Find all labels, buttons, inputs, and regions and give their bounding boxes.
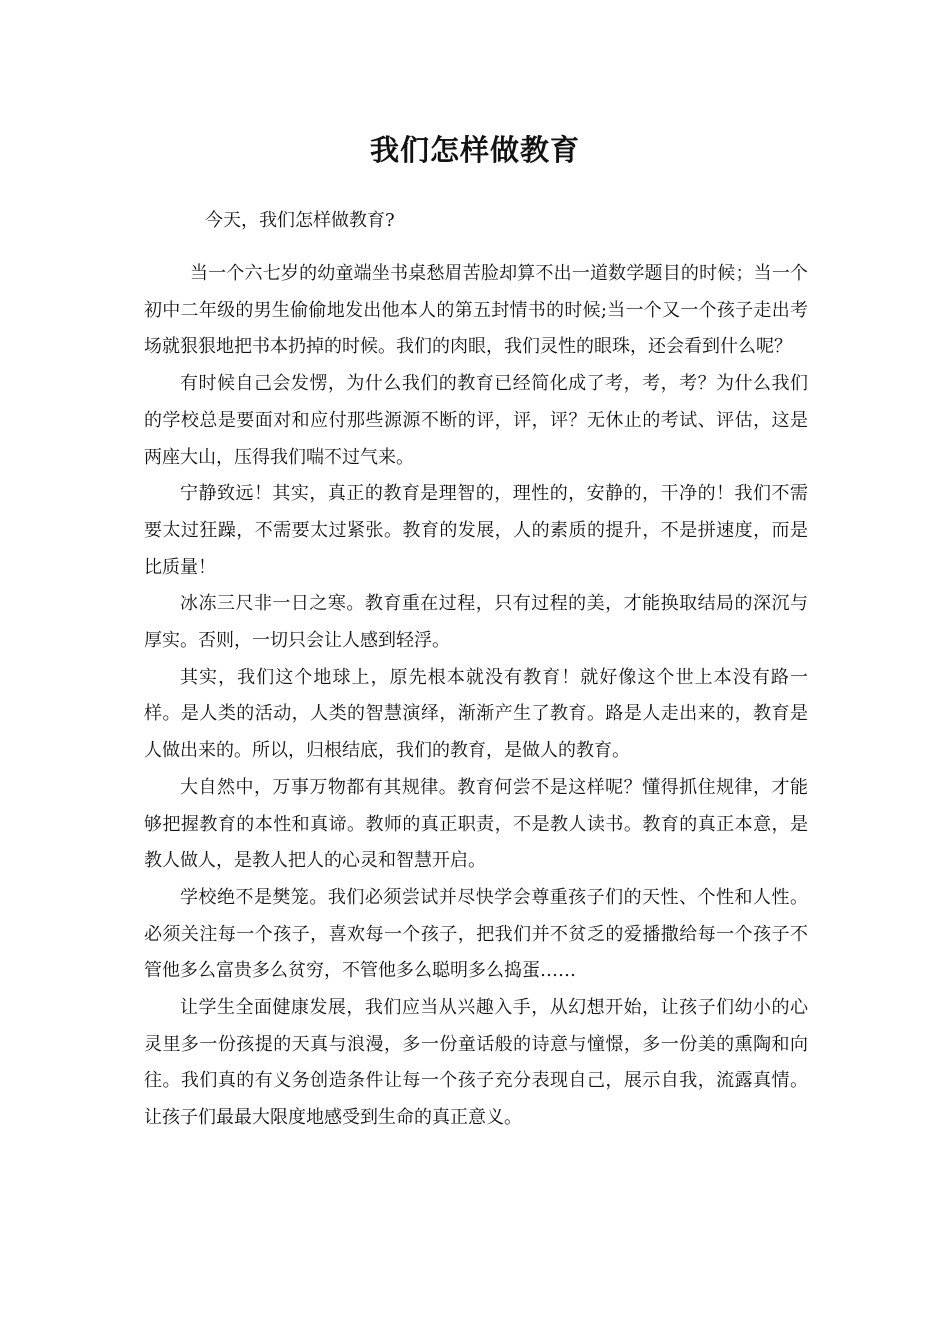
paragraph-6: 大自然中，万事万物都有其规律。教育何尝不是这样呢？懂得抓住规律，才能够把握教育的本性和真谛。教师的真正职责，不是教人读书。教育的真正本意，是教人做人，是教人把人的心灵和智慧开启。 <box>144 776 808 872</box>
document-body <box>144 256 808 1137</box>
paragraph-5: 其实，我们这个地球上，原先根本就没有教育！就好像这个世上本没有路一样。是人类的活动，人类的智慧演绎，渐渐产生了教育。路是人走出来的，教育是人做出来的。所以，归根结底，我们的教育，是做人的教育。 <box>144 666 808 762</box>
paragraph-4: 冰冻三尺非一日之寒。教育重在过程，只有过程的美，才能换取结局的深沉与厚实。否则，一切只会让人感到轻浮。 <box>144 593 808 652</box>
document-title: 我们怎样做教育 <box>369 133 580 167</box>
paragraph-1: 当一个六七岁的幼童端坐书桌愁眉苦脸却算不出一道数学题目的时候；当一个初中二年级的男生偷偷地发出他本人的第五封情书的时候;当一个又一个孩子走出考场就狠狠地把书本扔掉的时候。我们的肉眼，我们灵性的眼珠，还会看到什么呢？ <box>144 263 808 358</box>
paragraph-8: 让学生全面健康发展，我们应当从兴趣入手，从幻想开始，让孩子们幼小的心灵里多一份孩提的天真与浪漫，多一份童话般的诗意与憧憬，多一份美的熏陶和向往。我们真的有义务创造条件让每一个孩子充分表现自己，展示自我，流露真情。让孩子们最最大限度地感受到生命的真正意义。 <box>144 997 808 1129</box>
paragraph-2: 有时候自己会发愣，为什么我们的教育已经简化成了考，考，考？为什么我们的学校总是要面对和应付那些源源不断的评，评，评？无休止的考试、评估，这是两座大山，压得我们喘不过气来。 <box>144 373 808 468</box>
paragraph-3: 宁静致远！其实，真正的教育是理智的，理性的，安静的，干净的！我们不需要太过狂躁，不需要太过紧张。教育的发展，人的素质的提升，不是拼速度，而是比质量！ <box>144 483 808 578</box>
paragraph-7: 学校绝不是樊笼。我们必须尝试并尽快学会尊重孩子们的天性、个性和人性。必须关注每一个孩子，喜欢每一个孩子，把我们并不贫乏的爱播撒给每一个孩子不管他多么富贵多么贫穷，不管他多么聪明多么捣蛋…… <box>144 886 808 982</box>
intro-line: 今天，我们怎样做教育? <box>205 210 395 231</box>
